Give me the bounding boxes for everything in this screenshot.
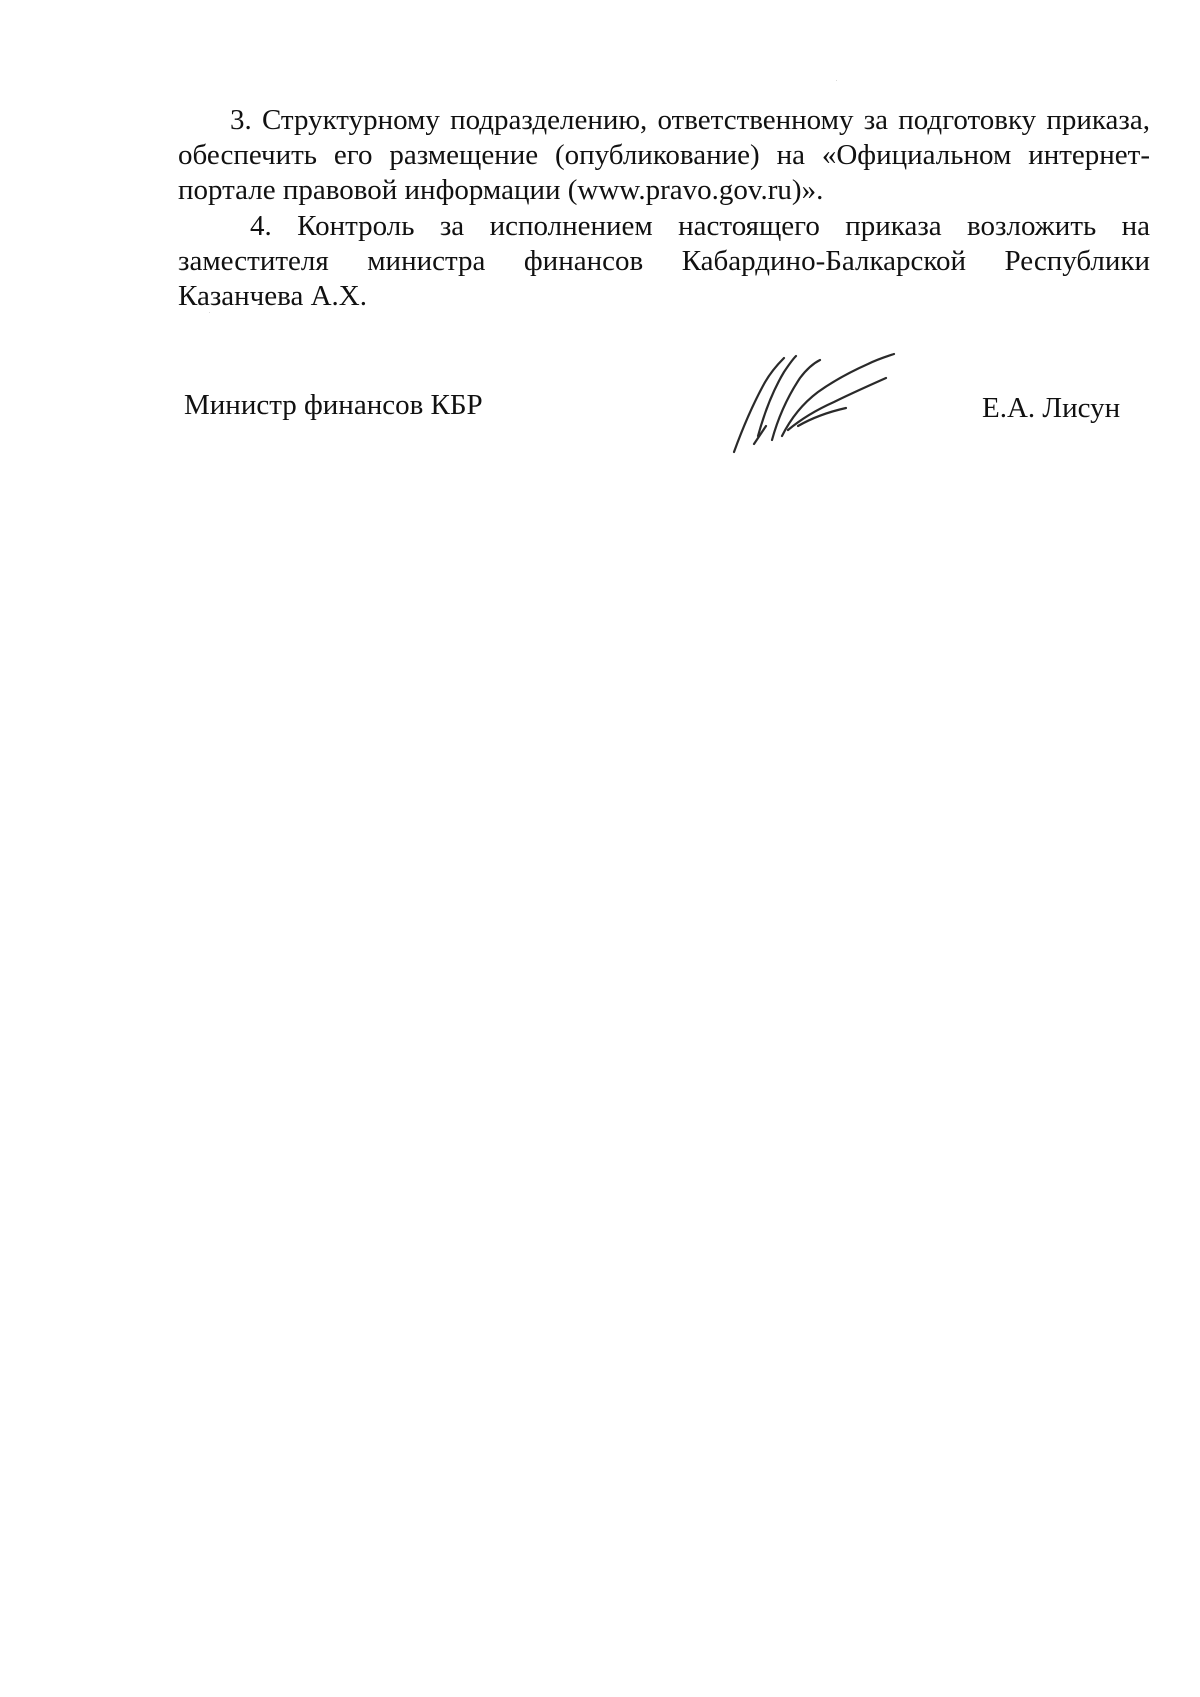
scan-speck <box>209 312 210 313</box>
paragraph-4 <box>178 209 1150 314</box>
scan-speck <box>836 80 837 81</box>
handwritten-signature <box>728 348 898 458</box>
document-body <box>178 103 1150 314</box>
paragraph-4-text: Контроль за исполнением настоящего приказа возложить на заместителя министра финансов Кабардино-Балкарской Республики Казанчева А.Х. <box>178 210 1151 312</box>
paragraph-3-number: 3. <box>230 104 252 136</box>
paragraph-3 <box>178 103 1150 208</box>
paragraph-3-text: Структурному подразделению, ответственному за подготовку приказа, обеспечить его размещение (опубликование) на «Официальном интернет-портале правовой информации (www.pravo.gov.ru)». <box>178 104 1150 206</box>
signatory-role: Министр финансов КБР <box>184 389 483 421</box>
paragraph-4-number: 4. <box>250 210 272 242</box>
signatory-name: Е.А. Лисун <box>982 392 1121 424</box>
